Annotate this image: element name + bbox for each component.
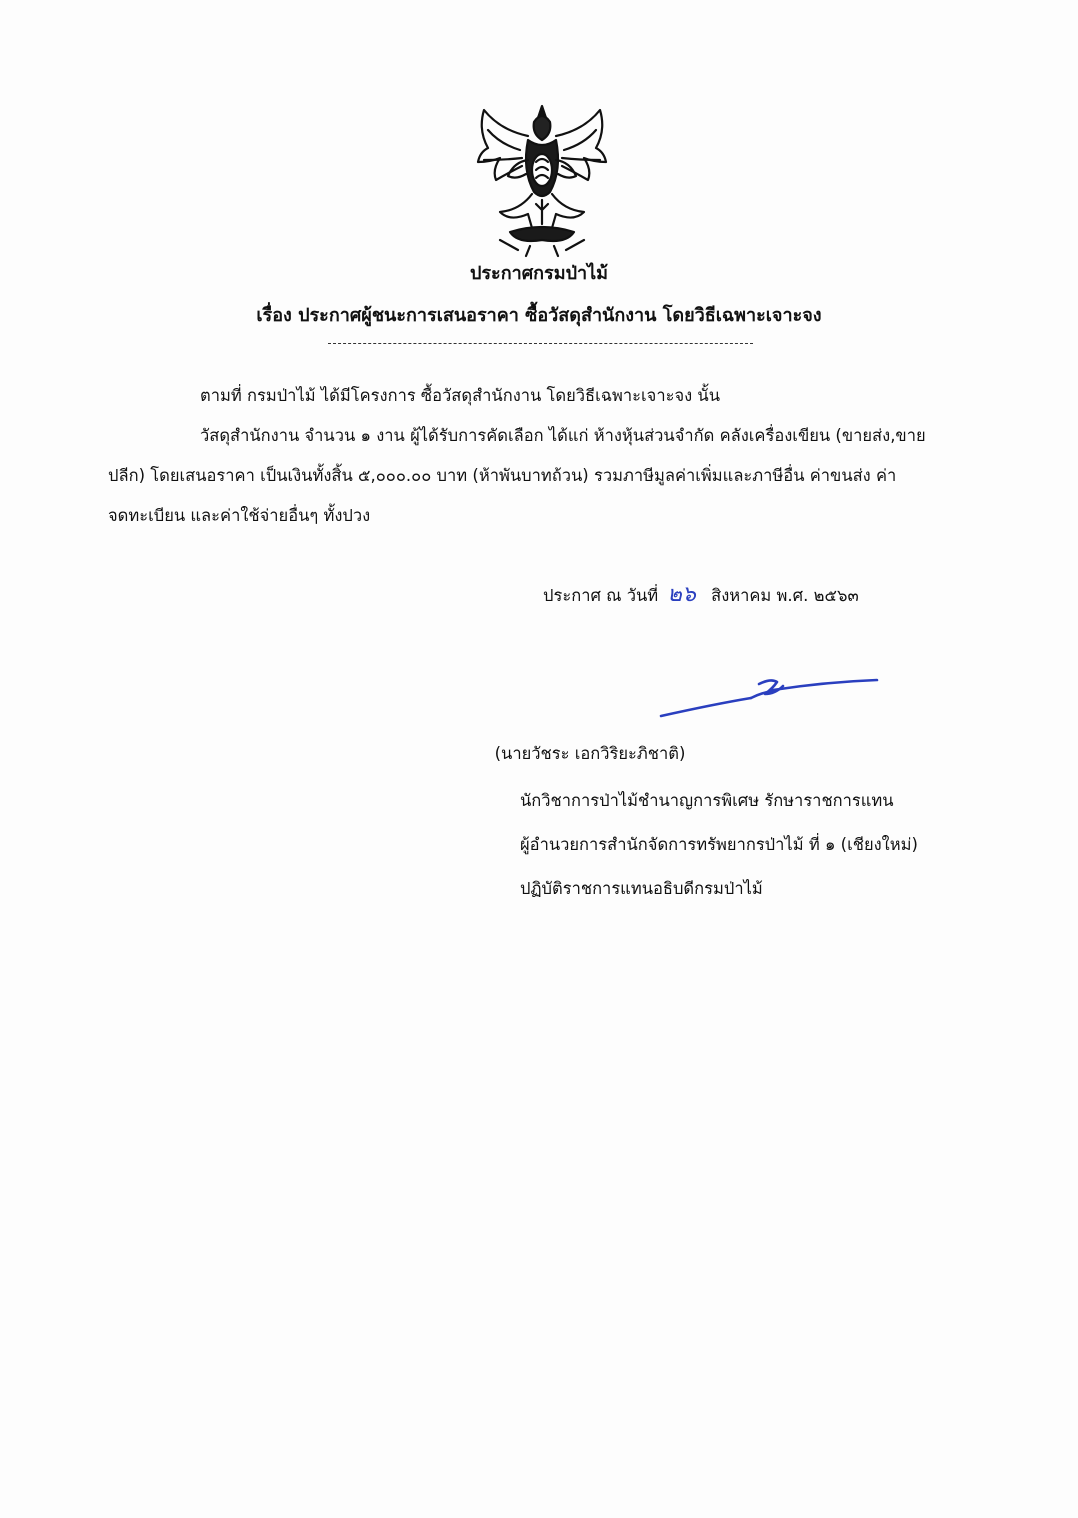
garuda-emblem-icon — [470, 100, 615, 260]
handwritten-signature-icon — [655, 670, 885, 730]
signatory-position-1: นักวิชาการป่าไม้ชำนาญการพิเศษ รักษาราชการแทน — [520, 791, 894, 810]
divider-line — [328, 343, 753, 344]
body-line-4: จดทะเบียน และค่าใช้จ่ายอื่นๆ ทั้งปวง — [108, 506, 371, 525]
date-day-handwritten: ๒๖ — [667, 582, 696, 607]
body-line-2: วัสดุสำนักงาน จำนวน ๑ งาน ผู้ได้รับการคัดเลือก ได้แก่ ห้างหุ้นส่วนจำกัด คลังเครื่องเขียน (ขายส่ง,ขาย — [200, 426, 926, 445]
body-line-3: ปลีก) โดยเสนอราคา เป็นเงินทั้งสิ้น ๕,๐๐๐.๐๐ บาท (ห้าพันบาทถ้วน) รวมภาษีมูลค่าเพิ่มและภาษีอื่น ค่าขนส่ง ค่า — [108, 466, 897, 485]
document-subject: เรื่อง ประกาศผู้ชนะการเสนอราคา ซื้อวัสดุสำนักงาน โดยวิธีเฉพาะเจาะจง — [256, 305, 822, 326]
body-line-1: ตามที่ กรมป่าไม้ ได้มีโครงการ ซื้อวัสดุสำนักงาน โดยวิธีเฉพาะเจาะจง นั้น — [200, 386, 720, 405]
announcement-date — [543, 576, 859, 611]
document-title: ประกาศกรมป่าไม้ — [469, 263, 609, 284]
signatory-name: (นายวัชระ เอกวิริยะภิชาติ) — [494, 744, 686, 763]
signatory-position-3: ปฏิบัติราชการแทนอธิบดีกรมป่าไม้ — [520, 879, 763, 898]
signatory-position-2: ผู้อำนวยการสำนักจัดการทรัพยากรป่าไม้ ที่ ๑ (เชียงใหม่) — [520, 835, 918, 854]
date-suffix: สิงหาคม พ.ศ. ๒๕๖๓ — [711, 586, 859, 605]
date-prefix: ประกาศ ณ วันที่ — [543, 586, 659, 605]
